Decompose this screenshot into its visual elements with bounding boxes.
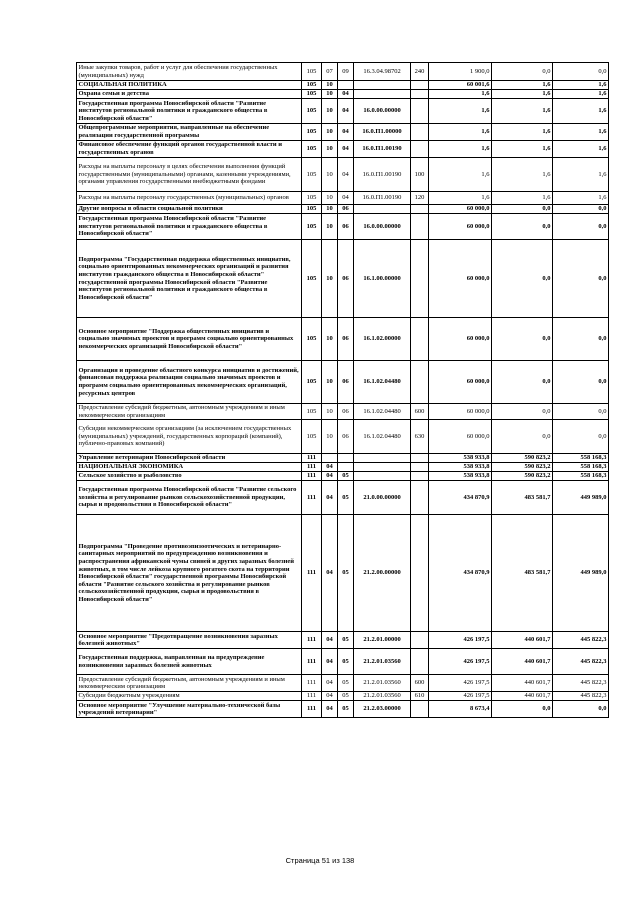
cell-name: Подпрограмма "Проведение противоэпизоотических и ветеринарно-санитарных мероприятий по предупреждению возникновения и распространения африканской чумы свиней и других заразных болезней животных, в том числе лейкоза крупного рогатого скота на территории Новосибирской области" государственной программы Новосибирской области "Развитие сельского хозяйства и регулирование рынков сельскохозяйственной продукции, сырья и продовольствия в Новосибирской области" [77,515,302,632]
cell-amount-1: 60 000,0 [429,404,492,420]
cell-vr [411,214,429,240]
cell-amount-3: 0,0 [553,420,609,454]
cell-name: Общепрограммные мероприятия, направленные на обеспечение реализации государственной программы [77,124,302,141]
cell-amount-1: 60 000,0 [429,318,492,361]
cell-name: Государственная программа Новосибирской области "Развитие институтов региональной политики и гражданского общества в Новосибирской области" [77,214,302,240]
cell-amount-2: 1,6 [492,158,553,192]
cell-rz: 10 [322,420,338,454]
cell-amount-3: 1,6 [553,99,609,124]
cell-name: Основное мероприятие "Поддержка общественных инициатив и социально значимых проектов и программ социально ориентированных некоммерческих организаций Новосибирской области" [77,318,302,361]
table-row [77,463,609,472]
cell-csr: 16.1.02.04480 [354,404,411,420]
cell-rz: 10 [322,240,338,318]
cell-pr: 05 [338,481,354,515]
table-row [77,649,609,675]
cell-rz: 10 [322,318,338,361]
cell-vr [411,124,429,141]
table-row [77,205,609,214]
cell-amount-2: 0,0 [492,420,553,454]
table-row [77,632,609,649]
cell-ved: 111 [302,454,322,463]
cell-ved: 105 [302,124,322,141]
cell-amount-1: 434 870,9 [429,515,492,632]
budget-table [76,62,609,718]
cell-pr: 06 [338,240,354,318]
cell-vr [411,481,429,515]
cell-csr: 16.1.02.00000 [354,318,411,361]
cell-pr: 05 [338,692,354,701]
cell-rz: 04 [322,649,338,675]
cell-name: Расходы на выплаты персоналу государственных (муниципальных) органов [77,192,302,205]
cell-pr: 04 [338,99,354,124]
cell-rz: 04 [322,675,338,692]
cell-rz: 04 [322,632,338,649]
table-row [77,81,609,90]
cell-csr [354,81,411,90]
cell-amount-2: 1,6 [492,90,553,99]
table-row [77,472,609,481]
cell-vr [411,205,429,214]
cell-vr: 630 [411,420,429,454]
cell-amount-2: 440 601,7 [492,692,553,701]
cell-amount-2: 0,0 [492,240,553,318]
cell-amount-1: 538 933,8 [429,472,492,481]
cell-pr: 04 [338,158,354,192]
cell-amount-2: 590 823,2 [492,472,553,481]
table-row [77,454,609,463]
cell-ved: 105 [302,361,322,404]
cell-vr [411,81,429,90]
table-row [77,158,609,192]
cell-vr [411,632,429,649]
cell-csr: 21.2.01.03560 [354,692,411,701]
cell-rz: 04 [322,692,338,701]
cell-vr [411,463,429,472]
cell-csr: 21.2.01.03560 [354,675,411,692]
table-row [77,214,609,240]
cell-amount-2: 590 823,2 [492,454,553,463]
cell-ved: 111 [302,692,322,701]
cell-amount-3: 445 822,3 [553,675,609,692]
cell-pr: 05 [338,649,354,675]
cell-amount-2: 440 601,7 [492,675,553,692]
table-row [77,141,609,158]
table-row [77,515,609,632]
cell-rz [322,454,338,463]
cell-csr: 16.0.П1.00190 [354,192,411,205]
cell-pr: 09 [338,63,354,81]
cell-name: Предоставление субсидий бюджетным, автономным учреждениям и иным некоммерческим организациям [77,675,302,692]
cell-amount-2: 1,6 [492,99,553,124]
cell-amount-3: 0,0 [553,701,609,718]
table-row [77,692,609,701]
cell-name: Субсидии бюджетным учреждениям [77,692,302,701]
cell-rz: 04 [322,701,338,718]
cell-ved: 105 [302,214,322,240]
cell-amount-1: 426 197,5 [429,632,492,649]
cell-amount-2: 0,0 [492,214,553,240]
cell-pr: 05 [338,675,354,692]
cell-amount-1: 60 000,0 [429,205,492,214]
cell-pr: 06 [338,361,354,404]
cell-pr: 05 [338,515,354,632]
cell-ved: 105 [302,420,322,454]
cell-amount-3: 445 822,3 [553,632,609,649]
table-row [77,701,609,718]
cell-name: Предоставление субсидий бюджетным, автономным учреждениям и иным некоммерческим организациям [77,404,302,420]
cell-csr: 16.0.00.00000 [354,214,411,240]
table-row [77,90,609,99]
cell-pr [338,81,354,90]
cell-amount-2: 483 581,7 [492,481,553,515]
cell-amount-1: 426 197,5 [429,692,492,701]
cell-vr: 120 [411,192,429,205]
cell-vr [411,90,429,99]
cell-ved: 105 [302,192,322,205]
cell-ved: 105 [302,404,322,420]
cell-pr: 06 [338,214,354,240]
cell-amount-3: 445 822,3 [553,692,609,701]
cell-ved: 105 [302,141,322,158]
cell-amount-1: 1,6 [429,99,492,124]
table-row [77,361,609,404]
cell-amount-3: 449 989,0 [553,515,609,632]
cell-csr [354,463,411,472]
cell-csr [354,90,411,99]
cell-ved: 111 [302,649,322,675]
cell-amount-3: 0,0 [553,318,609,361]
cell-ved: 111 [302,632,322,649]
cell-amount-3: 445 822,3 [553,649,609,675]
cell-pr: 04 [338,90,354,99]
cell-name: Охрана семьи и детства [77,90,302,99]
cell-ved: 105 [302,205,322,214]
cell-amount-1: 426 197,5 [429,675,492,692]
cell-csr [354,205,411,214]
cell-csr: 16.0.00.00000 [354,99,411,124]
cell-csr: 16.1.02.04480 [354,361,411,404]
cell-name: Основное мероприятие "Предотвращение возникновения заразных болезней животных" [77,632,302,649]
cell-ved: 111 [302,701,322,718]
table-row [77,481,609,515]
cell-rz: 10 [322,141,338,158]
cell-amount-3: 1,6 [553,81,609,90]
cell-amount-3: 558 168,3 [553,454,609,463]
cell-ved: 105 [302,158,322,192]
cell-amount-3: 0,0 [553,404,609,420]
cell-amount-2: 0,0 [492,318,553,361]
cell-pr: 06 [338,420,354,454]
cell-vr [411,701,429,718]
cell-amount-1: 1,6 [429,192,492,205]
cell-name: Сельское хозяйство и рыболовство [77,472,302,481]
cell-rz: 10 [322,81,338,90]
cell-amount-1: 426 197,5 [429,649,492,675]
cell-rz: 10 [322,90,338,99]
table-row [77,99,609,124]
cell-csr: 16.1.02.04480 [354,420,411,454]
cell-name: НАЦИОНАЛЬНАЯ ЭКОНОМИКА [77,463,302,472]
cell-amount-1: 60 000,0 [429,420,492,454]
cell-name: Расходы на выплаты персоналу в целях обеспечения выполнения функций государственными (муниципальными) органами, казенными учреждениями, органами управления государственными внебюджетными фондами [77,158,302,192]
cell-amount-2: 440 601,7 [492,632,553,649]
cell-csr [354,472,411,481]
cell-vr [411,99,429,124]
cell-rz: 10 [322,158,338,192]
cell-name: Иные закупки товаров, работ и услуг для обеспечения государственных (муниципальных) нужд [77,63,302,81]
cell-amount-1: 1,6 [429,124,492,141]
cell-csr: 21.2.01.03560 [354,649,411,675]
cell-amount-3: 1,6 [553,90,609,99]
cell-vr [411,649,429,675]
cell-csr: 21.2.03.00000 [354,701,411,718]
cell-amount-2: 1,6 [492,192,553,205]
cell-amount-3: 0,0 [553,205,609,214]
cell-rz: 04 [322,472,338,481]
cell-name: Основное мероприятие "Улучшение материально-технической базы учреждений ветеринарии" [77,701,302,718]
cell-name: Финансовое обеспечение функций органов государственной власти и государственных органов [77,141,302,158]
cell-amount-3: 0,0 [553,214,609,240]
cell-name: Управление ветеринарии Новосибирской области [77,454,302,463]
cell-ved: 105 [302,99,322,124]
cell-vr [411,454,429,463]
cell-amount-2: 590 823,2 [492,463,553,472]
table-row [77,318,609,361]
cell-csr: 21.0.00.00000 [354,481,411,515]
cell-vr: 600 [411,404,429,420]
cell-amount-2: 0,0 [492,361,553,404]
cell-amount-1: 1,6 [429,90,492,99]
cell-pr: 04 [338,141,354,158]
cell-amount-1: 538 933,8 [429,463,492,472]
cell-amount-3: 1,6 [553,158,609,192]
cell-pr: 05 [338,632,354,649]
table-row [77,675,609,692]
cell-ved: 105 [302,240,322,318]
cell-vr [411,515,429,632]
cell-csr: 16.1.00.00000 [354,240,411,318]
cell-vr: 240 [411,63,429,81]
cell-csr: 16.0.П1.00190 [354,158,411,192]
budget-table-body [77,63,609,718]
cell-amount-1: 538 933,8 [429,454,492,463]
cell-vr [411,472,429,481]
cell-vr: 100 [411,158,429,192]
cell-pr: 04 [338,124,354,141]
cell-amount-1: 8 673,4 [429,701,492,718]
cell-amount-2: 1,6 [492,124,553,141]
table-row [77,240,609,318]
cell-csr [354,454,411,463]
cell-amount-3: 558 168,3 [553,463,609,472]
cell-ved: 111 [302,472,322,481]
cell-name: Другие вопросы в области социальной политики [77,205,302,214]
cell-amount-3: 0,0 [553,63,609,81]
cell-vr: 600 [411,675,429,692]
cell-ved: 111 [302,675,322,692]
cell-amount-2: 1,6 [492,81,553,90]
cell-pr: 06 [338,404,354,420]
cell-amount-3: 0,0 [553,361,609,404]
cell-ved: 111 [302,515,322,632]
cell-csr: 21.2.01.00000 [354,632,411,649]
cell-amount-3: 1,6 [553,192,609,205]
cell-amount-3: 1,6 [553,141,609,158]
cell-pr: 05 [338,701,354,718]
cell-amount-2: 440 601,7 [492,649,553,675]
cell-rz: 10 [322,404,338,420]
cell-amount-1: 60 000,0 [429,361,492,404]
cell-pr: 06 [338,205,354,214]
cell-name: Государственная программа Новосибирской области "Развитие институтов региональной политики и гражданского общества в Новосибирской области" [77,99,302,124]
cell-ved: 111 [302,481,322,515]
cell-amount-2: 1,6 [492,141,553,158]
cell-ved: 105 [302,90,322,99]
cell-ved: 111 [302,463,322,472]
cell-amount-1: 60 000,0 [429,214,492,240]
cell-csr: 16.3.04.98702 [354,63,411,81]
cell-amount-1: 1,6 [429,141,492,158]
table-row [77,420,609,454]
cell-ved: 105 [302,63,322,81]
cell-amount-1: 60 000,0 [429,240,492,318]
cell-amount-1: 60 001,6 [429,81,492,90]
cell-name: Организация и проведение областного конкурса инициатив и достижений, финансовая поддержка реализации социально значимых проектов и программ социально ориентированных некоммерческих организаций, ресурсных центров [77,361,302,404]
cell-csr: 21.2.00.00000 [354,515,411,632]
cell-rz: 10 [322,205,338,214]
table-row [77,192,609,205]
cell-ved: 105 [302,81,322,90]
cell-amount-3: 1,6 [553,124,609,141]
cell-name: СОЦИАЛЬНАЯ ПОЛИТИКА [77,81,302,90]
cell-name: Государственная поддержка, направленная на предупреждение возникновения заразных болезней животных [77,649,302,675]
cell-rz: 10 [322,124,338,141]
cell-amount-3: 0,0 [553,240,609,318]
cell-pr: 06 [338,318,354,361]
cell-amount-3: 449 989,0 [553,481,609,515]
cell-pr: 04 [338,192,354,205]
cell-vr [411,141,429,158]
cell-rz: 04 [322,515,338,632]
cell-rz: 10 [322,99,338,124]
cell-pr: 05 [338,472,354,481]
cell-rz: 10 [322,361,338,404]
table-row [77,63,609,81]
page-footer: Страница 51 из 138 [285,856,355,865]
cell-amount-2: 0,0 [492,701,553,718]
cell-rz: 04 [322,463,338,472]
cell-pr [338,454,354,463]
cell-rz: 10 [322,192,338,205]
cell-rz: 10 [322,214,338,240]
cell-amount-3: 558 168,3 [553,472,609,481]
cell-csr: 16.0.П1.00000 [354,124,411,141]
cell-name: Субсидии некоммерческим организациям (за исключением государственных (муниципальных) учреждений, государственных корпораций (компаний), публично-правовых компаний) [77,420,302,454]
cell-amount-2: 0,0 [492,404,553,420]
table-row [77,404,609,420]
cell-amount-2: 483 581,7 [492,515,553,632]
table-row [77,124,609,141]
cell-csr: 16.0.П1.00190 [354,141,411,158]
cell-name: Подпрограмма "Государственная поддержка общественных инициатив, социально ориентированных некоммерческих организаций и развития институтов гражданского общества в Новосибирской области" государственной программы Новосибирской области "Развитие институтов региональной политики и гражданского общества в Новосибирской области" [77,240,302,318]
cell-amount-1: 434 870,9 [429,481,492,515]
cell-amount-1: 1 900,0 [429,63,492,81]
cell-amount-1: 1,6 [429,158,492,192]
cell-vr [411,240,429,318]
cell-ved: 105 [302,318,322,361]
cell-rz: 04 [322,481,338,515]
cell-rz: 07 [322,63,338,81]
cell-vr [411,361,429,404]
cell-name: Государственная программа Новосибирской области "Развитие сельского хозяйства и регулирование рынков сельскохозяйственной продукции, сырья и продовольствия в Новосибирской области" [77,481,302,515]
cell-pr [338,463,354,472]
cell-vr [411,318,429,361]
cell-amount-2: 0,0 [492,63,553,81]
cell-amount-2: 0,0 [492,205,553,214]
cell-vr: 610 [411,692,429,701]
